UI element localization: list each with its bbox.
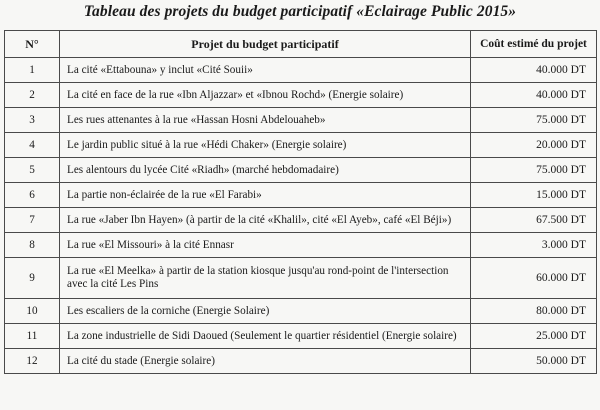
header-number: N° [5,31,60,58]
table-row [5,83,597,108]
table-header-row [5,31,597,58]
row-project: La rue «El Missouri» à la cité Ennasr [60,233,471,258]
row-project: La rue «Jaber Ibn Hayen» (à partir de la cité «Khalil», cité «El Ayeb», café «El Béji») [60,208,471,233]
row-number: 9 [5,258,60,299]
header-cost: Coût estimé du projet [471,31,597,58]
row-number: 11 [5,324,60,349]
projects-table [4,30,597,374]
row-cost: 67.500 DT [471,208,597,233]
row-project: La rue «El Meelka» à partir de la station kiosque jusqu'au rond-point de l'intersection avec la cité Les Pins [60,258,471,299]
table-title: Tableau des projets du budget participatif «Eclairage Public 2015» [83,3,517,20]
row-project: Les rues attenantes à la rue «Hassan Hosni Abdelouaheb» [60,108,471,133]
row-cost: 60.000 DT [471,258,597,299]
table-row [5,258,597,299]
row-project: Les escaliers de la corniche (Energie Solaire) [60,299,471,324]
row-number: 2 [5,83,60,108]
row-number: 8 [5,233,60,258]
row-cost: 40.000 DT [471,83,597,108]
table-row [5,183,597,208]
table-row [5,108,597,133]
row-project: La zone industrielle de Sidi Daoued (Seulement le quartier résidentiel (Energie solaire) [60,324,471,349]
row-project: La cité «Ettabouna» y inclut «Cité Souii» [60,58,471,83]
table-row [5,349,597,374]
row-cost: 75.000 DT [471,158,597,183]
row-number: 12 [5,349,60,374]
table-row [5,133,597,158]
row-project: La cité en face de la rue «Ibn Aljazzar» et «Ibnou Rochd» (Energie solaire) [60,83,471,108]
row-number: 4 [5,133,60,158]
row-project: La cité du stade (Energie solaire) [60,349,471,374]
table-row [5,324,597,349]
row-project: Le jardin public situé à la rue «Hédi Chaker» (Energie solaire) [60,133,471,158]
row-number: 5 [5,158,60,183]
header-project: Projet du budget participatif [60,31,471,58]
row-number: 3 [5,108,60,133]
table-row [5,208,597,233]
row-number: 6 [5,183,60,208]
row-cost: 3.000 DT [471,233,597,258]
row-number: 7 [5,208,60,233]
row-cost: 15.000 DT [471,183,597,208]
table-row [5,233,597,258]
row-cost: 50.000 DT [471,349,597,374]
table-row [5,58,597,83]
row-number: 10 [5,299,60,324]
row-cost: 40.000 DT [471,58,597,83]
row-cost: 25.000 DT [471,324,597,349]
table-row [5,299,597,324]
row-project: La partie non-éclairée de la rue «El Farabi» [60,183,471,208]
row-cost: 80.000 DT [471,299,597,324]
row-cost: 75.000 DT [471,108,597,133]
row-cost: 20.000 DT [471,133,597,158]
table-row [5,158,597,183]
row-project: Les alentours du lycée Cité «Riadh» (marché hebdomadaire) [60,158,471,183]
row-number: 1 [5,58,60,83]
